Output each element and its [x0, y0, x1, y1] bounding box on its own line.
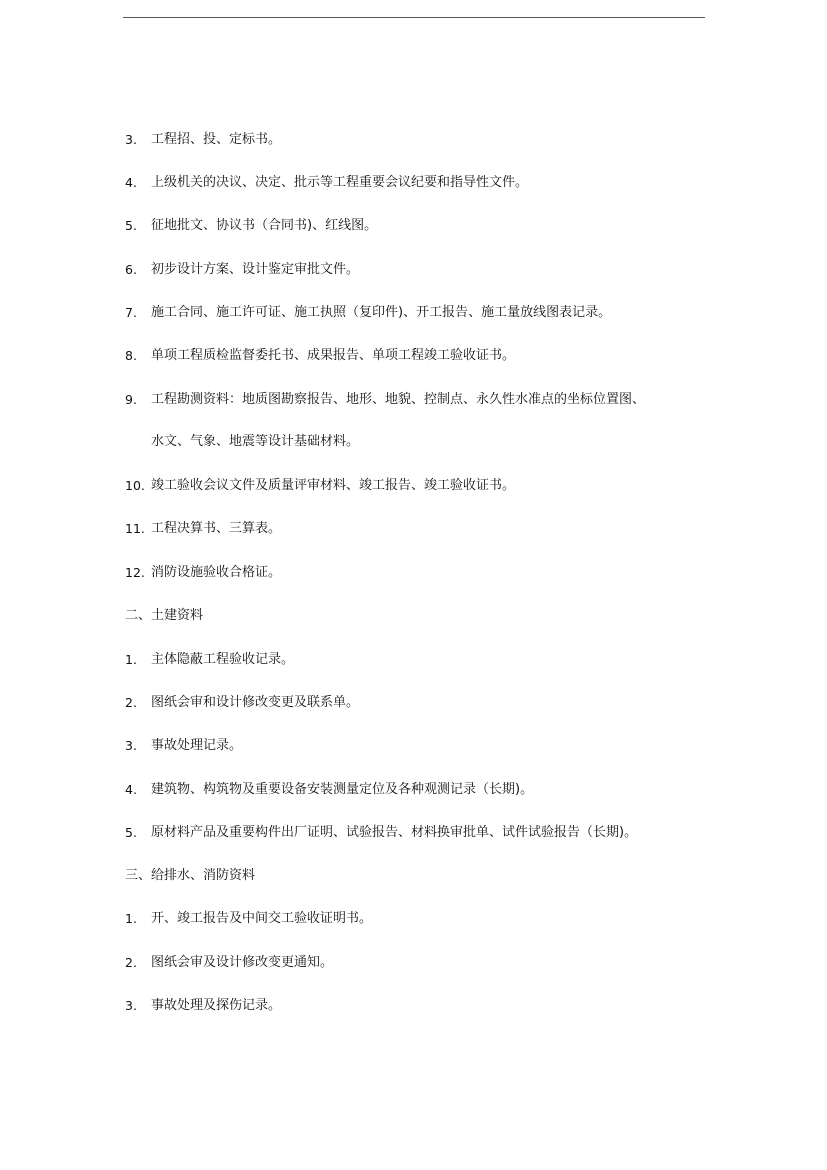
list-item: [0, 908, 827, 930]
item-number: 3.: [125, 738, 137, 753]
item-text: 征地批文、协议书（合同书)、红线图。: [151, 218, 378, 233]
item-number: 3.: [125, 998, 137, 1013]
list-item: [0, 172, 827, 194]
list-item: [0, 259, 827, 281]
item-text: 单项工程质检监督委托书、成果报告、单项工程竣工验收证书。: [151, 348, 516, 363]
item-text: 施工合同、施工许可证、施工执照（复印件)、开工报告、施工量放线图表记录。: [151, 305, 612, 320]
item-text: 初步设计方案、设计鉴定审批文件。: [151, 262, 360, 277]
item-number: 10.: [125, 478, 145, 493]
item-text: 工程决算书、三算表。: [151, 521, 282, 536]
item-text: 事故处理记录。: [151, 738, 243, 753]
item-text: 主体隐蔽工程验收记录。: [151, 652, 295, 667]
list-item: [0, 129, 827, 151]
list-item: [0, 649, 827, 671]
item-text: 工程勘测资料：地质图勘察报告、地形、地貌、控制点、永久性水准点的坐标位置图、: [151, 392, 646, 407]
item-text: 建筑物、构筑物及重要设备安装测量定位及各种观测记录（长期)。: [151, 782, 534, 797]
list-item: [0, 952, 827, 974]
list-item: [0, 302, 827, 324]
section-heading: 二、土建资料: [125, 608, 204, 623]
item-text-continuation: 水文、气象、地震等设计基础材料。: [151, 434, 360, 449]
item-number: 1.: [125, 652, 137, 667]
list-item: [0, 995, 827, 1017]
item-text: 开、竣工报告及中间交工验收证明书。: [151, 911, 373, 926]
item-number: 9.: [125, 392, 137, 407]
item-number: 11.: [125, 521, 145, 536]
list-item: [0, 389, 827, 411]
list-item: [0, 562, 827, 584]
list-item: [0, 345, 827, 367]
item-number: 4.: [125, 782, 137, 797]
item-number: 12.: [125, 565, 145, 580]
item-number: 5.: [125, 825, 137, 840]
list-item: [0, 475, 827, 497]
item-text: 事故处理及探伤记录。: [151, 998, 282, 1013]
header-rule: [123, 17, 705, 18]
list-item: [0, 215, 827, 237]
item-text: 工程招、投、定标书。: [151, 132, 282, 147]
item-text: 图纸会审和设计修改变更及联系单。: [151, 695, 360, 710]
item-text: 消防设施验收合格证。: [151, 565, 282, 580]
item-number: 7.: [125, 305, 137, 320]
item-number: 6.: [125, 262, 137, 277]
item-number: 5.: [125, 218, 137, 233]
list-item: [0, 735, 827, 757]
item-text: 竣工验收会议文件及质量评审材料、竣工报告、竣工验收证书。: [151, 478, 516, 493]
item-number: 2.: [125, 695, 137, 710]
item-number: 2.: [125, 955, 137, 970]
item-text: 图纸会审及设计修改变更通知。: [151, 955, 334, 970]
item-number: 4.: [125, 175, 137, 190]
list-item: [0, 518, 827, 540]
item-text: 原材料产品及重要构件出厂证明、试验报告、材料换审批单、试件试验报告（长期)。: [151, 825, 638, 840]
section-heading: 三、给排水、消防资料: [125, 868, 256, 883]
item-text: 上级机关的决议、决定、批示等工程重要会议纪要和指导性文件。: [151, 175, 529, 190]
list-item: [0, 692, 827, 714]
list-item: [0, 779, 827, 801]
item-number: 8.: [125, 348, 137, 363]
item-number: 3.: [125, 132, 137, 147]
list-item: [0, 822, 827, 844]
item-number: 1.: [125, 911, 137, 926]
